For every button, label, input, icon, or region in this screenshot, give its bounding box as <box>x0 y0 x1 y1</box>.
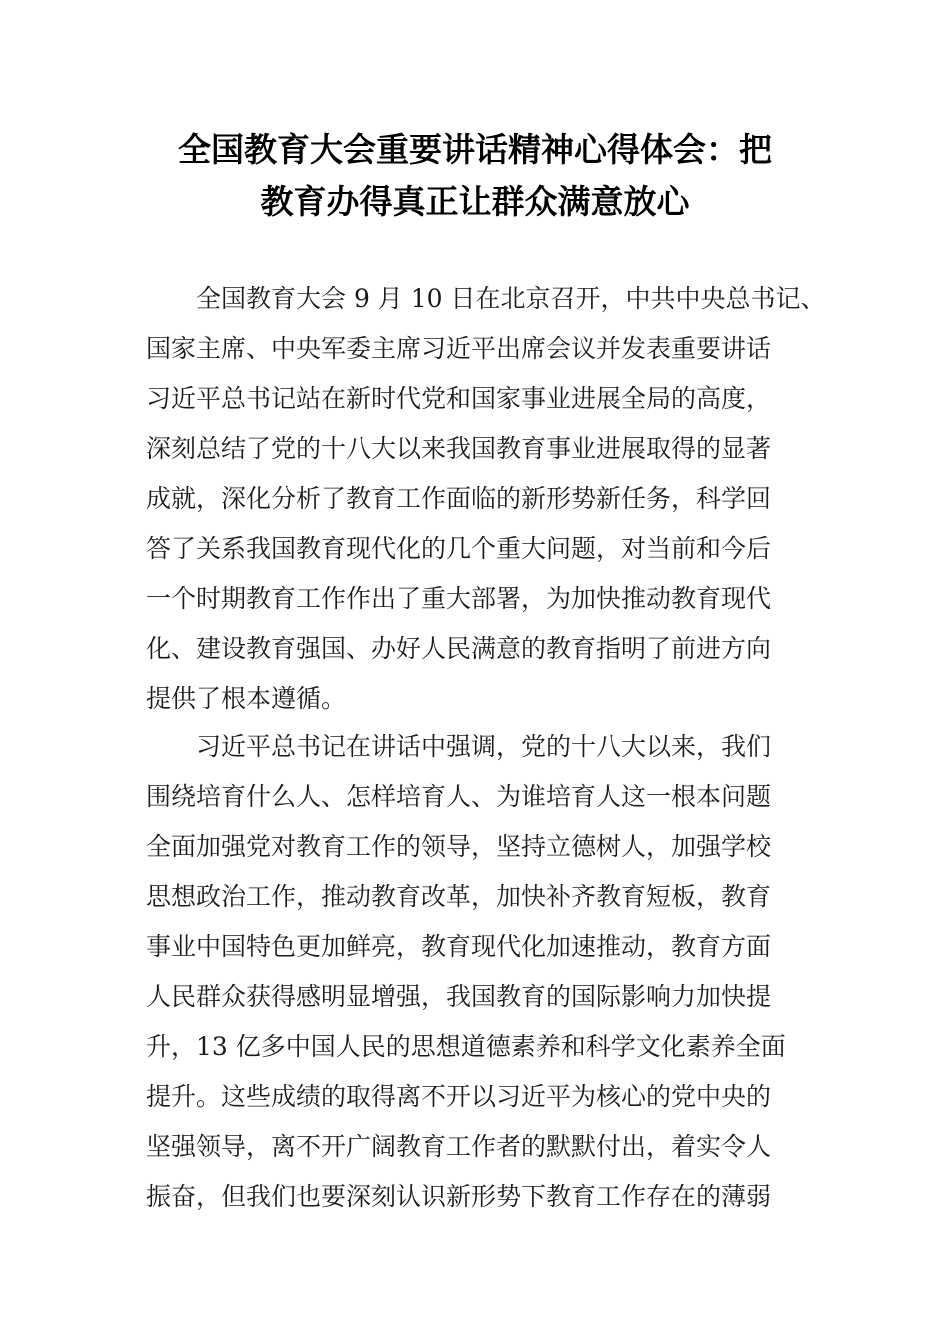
body-line-1: 全国教育大会 9 月 10 日在北京召开，中共中央总书记、 <box>196 284 826 313</box>
body-line-11: 围绕培育什么人、怎样培育人、为谁培育人这一根本问题 <box>146 782 772 811</box>
body-line-6: 答了关系我国教育现代化的几个重大问题，对当前和今后 <box>146 534 772 563</box>
body-line-8: 化、建设教育强国、办好人民满意的教育指明了前进方向 <box>146 634 772 663</box>
body-line-4: 深刻总结了党的十八大以来我国教育事业进展取得的显著 <box>146 434 772 463</box>
body-line-17: 提升。这些成绩的取得离不开以习近平为核心的党中央的 <box>146 1082 772 1111</box>
body-line-18: 坚强领导，离不开广阔教育工作者的默默付出，着实令人 <box>146 1132 772 1161</box>
body-line-13: 思想政治工作，推动教育改革，加快补齐教育短板，教育 <box>146 882 772 911</box>
body-line-14: 事业中国特色更加鲜亮，教育现代化加速推动，教育方面 <box>146 932 772 961</box>
document-title <box>100 124 850 228</box>
body-line-5: 成就，深化分析了教育工作面临的新形势新任务，科学回 <box>146 484 772 513</box>
body-line-16: 升，13 亿多中国人民的思想道德素养和科学文化素养全面 <box>146 1032 786 1061</box>
body-line-19: 振奋，但我们也要深刻认识新形势下教育工作存在的薄弱 <box>146 1182 772 1211</box>
body-line-3: 习近平总书记站在新时代党和国家事业进展全局的高度， <box>146 384 772 413</box>
body-line-7: 一个时期教育工作作出了重大部署，为加快推动教育现代 <box>146 584 772 613</box>
title-line-2: 教育办得真正让群众满意放心 <box>260 182 690 221</box>
title-line-1: 全国教育大会重要讲话精神心得体会：把 <box>178 130 772 169</box>
body-line-9: 提供了根本遵循。 <box>146 684 347 713</box>
body-line-2: 国家主席、中央军委主席习近平出席会议并发表重要讲话 <box>146 334 772 363</box>
body-line-10: 习近平总书记在讲话中强调，党的十八大以来，我们 <box>196 732 772 761</box>
body-line-15: 人民群众获得感明显增强，我国教育的国际影响力加快提 <box>146 982 772 1011</box>
body-line-12: 全面加强党对教育工作的领导，坚持立德树人，加强学校 <box>146 832 772 861</box>
